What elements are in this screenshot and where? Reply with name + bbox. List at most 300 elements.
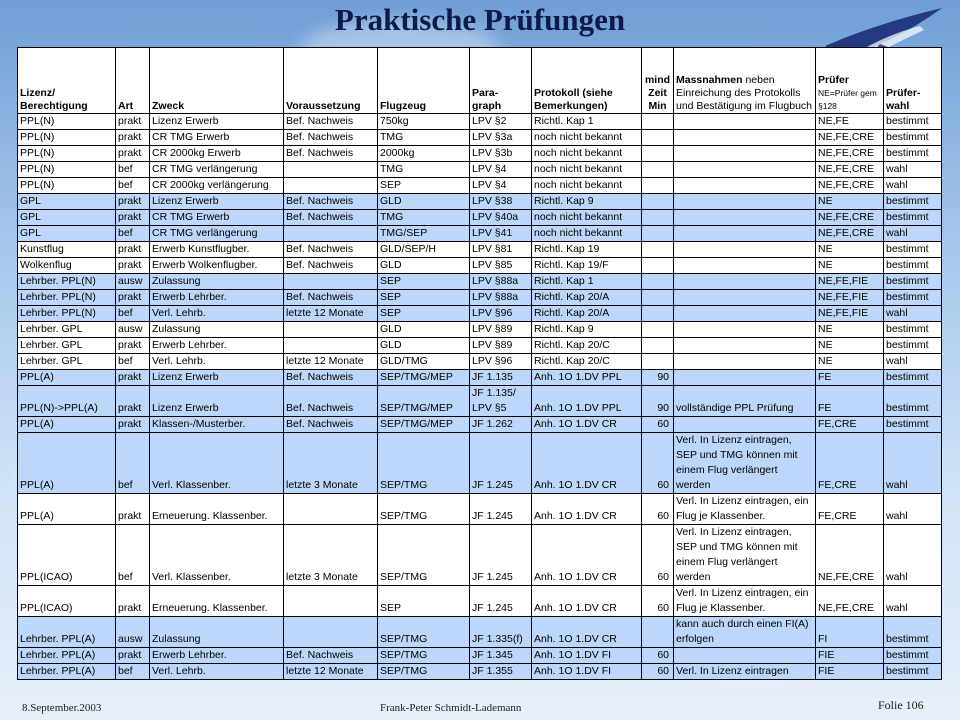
cell-vor xyxy=(284,178,378,194)
cell-art: prakt xyxy=(116,210,150,226)
cell-vor xyxy=(284,274,378,290)
table-row xyxy=(18,210,942,226)
cell-art: prakt xyxy=(116,194,150,210)
table-row xyxy=(18,130,942,146)
table-header-row xyxy=(18,48,942,114)
cell-par: LPV §3b xyxy=(470,146,532,162)
cell-prot: Anh. 1O 1.DV CR xyxy=(532,586,642,617)
cell-art: ausw xyxy=(116,617,150,648)
cell-par: LPV §96 xyxy=(470,354,532,370)
footer-author: Frank-Peter Schmidt-Lademann xyxy=(380,702,522,714)
cell-prot: noch nicht bekannt xyxy=(532,178,642,194)
cell-min xyxy=(642,354,674,370)
cell-wahl: wahl xyxy=(884,586,942,617)
cell-pruefer: NE,FE xyxy=(816,114,884,130)
cell-mass xyxy=(674,417,816,433)
header-protokoll: Protokoll (siehe Bemerkungen) xyxy=(532,48,642,114)
header-paragraph: Para- graph xyxy=(470,48,532,114)
cell-mass xyxy=(674,354,816,370)
cell-vor xyxy=(284,322,378,338)
cell-prot: noch nicht bekannt xyxy=(532,226,642,242)
cell-zweck: Verl. Lehrb. xyxy=(150,306,284,322)
cell-art: prakt xyxy=(116,258,150,274)
cell-art: bef xyxy=(116,354,150,370)
cell-prot: Anh. 1O 1.DV CR xyxy=(532,417,642,433)
cell-mass: Verl. In Lizenz eintragen, ein Flug je Klassenber. xyxy=(674,586,816,617)
cell-flz: TMG xyxy=(378,162,470,178)
cell-pruefer: FE xyxy=(816,370,884,386)
cell-pruefer: NE,FE,CRE xyxy=(816,210,884,226)
cell-mass xyxy=(674,258,816,274)
cell-min: 60 xyxy=(642,433,674,494)
cell-art: prakt xyxy=(116,648,150,664)
cell-vor xyxy=(284,338,378,354)
cell-wahl: wahl xyxy=(884,178,942,194)
table-row xyxy=(18,417,942,433)
cell-vor xyxy=(284,494,378,525)
cell-mass xyxy=(674,322,816,338)
cell-pruefer: NE,FE,CRE xyxy=(816,162,884,178)
cell-flz: TMG xyxy=(378,210,470,226)
cell-vor: Bef. Nachweis xyxy=(284,417,378,433)
table-row xyxy=(18,354,942,370)
cell-par: LPV §88a xyxy=(470,290,532,306)
header-massnahmen xyxy=(674,48,816,114)
cell-art: ausw xyxy=(116,322,150,338)
cell-par: LPV §40a xyxy=(470,210,532,226)
cell-flz: 750kg xyxy=(378,114,470,130)
table-row xyxy=(18,322,942,338)
cell-min xyxy=(642,258,674,274)
cell-flz: SEP/TMG xyxy=(378,664,470,680)
cell-wahl: bestimmt xyxy=(884,338,942,354)
cell-min xyxy=(642,162,674,178)
cell-zweck: Lizenz Erwerb xyxy=(150,194,284,210)
cell-flz: SEP xyxy=(378,178,470,194)
cell-zweck: CR TMG verlängerung xyxy=(150,162,284,178)
table-row xyxy=(18,338,942,354)
cell-wahl: bestimmt xyxy=(884,322,942,338)
cell-lizenz: PPL(A) xyxy=(18,494,116,525)
cell-lizenz: Lehrber. PPL(A) xyxy=(18,648,116,664)
exam-table xyxy=(17,47,942,680)
cell-art: prakt xyxy=(116,130,150,146)
cell-prot: Anh. 1O 1.DV CR xyxy=(532,494,642,525)
cell-prot: Richtl. Kap 20/A xyxy=(532,290,642,306)
cell-art: bef xyxy=(116,162,150,178)
cell-vor xyxy=(284,586,378,617)
exam-table-wrapper xyxy=(17,47,941,680)
cell-pruefer: NE,FE,FIE xyxy=(816,306,884,322)
cell-prot: Anh. 1O 1.DV PPL xyxy=(532,370,642,386)
cell-pruefer: NE,FE,CRE xyxy=(816,146,884,162)
cell-lizenz: Lehrber. GPL xyxy=(18,322,116,338)
table-row xyxy=(18,178,942,194)
cell-min xyxy=(642,338,674,354)
cell-wahl: bestimmt xyxy=(884,664,942,680)
cell-min: 60 xyxy=(642,494,674,525)
cell-lizenz: Kunstflug xyxy=(18,242,116,258)
cell-pruefer: NE,FE,CRE xyxy=(816,586,884,617)
cell-min: 60 xyxy=(642,664,674,680)
cell-flz: SEP xyxy=(378,586,470,617)
header-prueferwahl: Prüfer- wahl xyxy=(884,48,942,114)
cell-vor: Bef. Nachweis xyxy=(284,114,378,130)
cell-flz: SEP/TMG/MEP xyxy=(378,370,470,386)
cell-pruefer: NE,FE,FIE xyxy=(816,274,884,290)
cell-vor xyxy=(284,617,378,648)
cell-flz: SEP/TMG xyxy=(378,494,470,525)
header-lizenz: Lizenz/ Berechtigung xyxy=(18,48,116,114)
cell-vor: Bef. Nachweis xyxy=(284,648,378,664)
cell-prot: noch nicht bekannt xyxy=(532,146,642,162)
cell-flz: GLD xyxy=(378,338,470,354)
table-row xyxy=(18,306,942,322)
footer-date: 8.September.2003 xyxy=(22,702,102,714)
cell-vor xyxy=(284,162,378,178)
table-row xyxy=(18,146,942,162)
cell-pruefer: FE,CRE xyxy=(816,433,884,494)
cell-flz: SEP/TMG xyxy=(378,433,470,494)
cell-prot: Anh. 1O 1.DV PPL xyxy=(532,386,642,417)
cell-mass xyxy=(674,370,816,386)
cell-par: JF 1.245 xyxy=(470,494,532,525)
cell-vor: Bef. Nachweis xyxy=(284,386,378,417)
cell-prot: Anh. 1O 1.DV FI xyxy=(532,648,642,664)
header-voraussetzung: Voraussetzung xyxy=(284,48,378,114)
cell-flz: SEP/TMG xyxy=(378,525,470,586)
cell-wahl: wahl xyxy=(884,525,942,586)
cell-art: prakt xyxy=(116,242,150,258)
cell-vor: Bef. Nachweis xyxy=(284,258,378,274)
cell-lizenz: PPL(N) xyxy=(18,162,116,178)
table-row xyxy=(18,290,942,306)
cell-wahl: wahl xyxy=(884,306,942,322)
cell-flz: SEP xyxy=(378,274,470,290)
cell-art: prakt xyxy=(116,338,150,354)
cell-lizenz: PPL(N) xyxy=(18,114,116,130)
cell-lizenz: PPL(A) xyxy=(18,417,116,433)
cell-mass: kann auch durch einen FI(A) erfolgen xyxy=(674,617,816,648)
cell-min xyxy=(642,178,674,194)
cell-vor: Bef. Nachweis xyxy=(284,242,378,258)
cell-pruefer: NE,FE,CRE xyxy=(816,130,884,146)
cell-pruefer: FE,CRE xyxy=(816,417,884,433)
cell-wahl: bestimmt xyxy=(884,290,942,306)
cell-par: LPV §4 xyxy=(470,178,532,194)
cell-min: 90 xyxy=(642,386,674,417)
cell-par: LPV §3a xyxy=(470,130,532,146)
header-art: Art xyxy=(116,48,150,114)
cell-prot: noch nicht bekannt xyxy=(532,130,642,146)
cell-par: LPV §4 xyxy=(470,162,532,178)
table-row xyxy=(18,525,942,586)
cell-lizenz: Lehrber. PPL(A) xyxy=(18,664,116,680)
header-mindzeit: mind Zeit Min xyxy=(642,48,674,114)
header-flugzeug: Flugzeug xyxy=(378,48,470,114)
cell-min: 60 xyxy=(642,417,674,433)
cell-flz: GLD xyxy=(378,322,470,338)
cell-mass: vollständige PPL Prüfung xyxy=(674,386,816,417)
cell-min xyxy=(642,194,674,210)
cell-flz: TMG xyxy=(378,130,470,146)
cell-pruefer: NE xyxy=(816,258,884,274)
cell-pruefer: NE,FE,CRE xyxy=(816,178,884,194)
cell-mass xyxy=(674,114,816,130)
cell-par: JF 1.262 xyxy=(470,417,532,433)
cell-mass xyxy=(674,130,816,146)
cell-prot: Richtl. Kap 19 xyxy=(532,242,642,258)
header-pruefer-label: Prüfer xyxy=(818,74,849,86)
cell-lizenz: Lehrber. GPL xyxy=(18,354,116,370)
cell-par: JF 1.245 xyxy=(470,433,532,494)
cell-pruefer: FE,CRE xyxy=(816,494,884,525)
cell-wahl: bestimmt xyxy=(884,130,942,146)
cell-vor xyxy=(284,226,378,242)
cell-prot: Richtl. Kap 20/C xyxy=(532,338,642,354)
cell-par: LPV §96 xyxy=(470,306,532,322)
cell-mass xyxy=(674,338,816,354)
cell-prot: Richtl. Kap 20/C xyxy=(532,354,642,370)
cell-min xyxy=(642,226,674,242)
cell-prot: noch nicht bekannt xyxy=(532,210,642,226)
cell-art: prakt xyxy=(116,146,150,162)
cell-zweck: Erwerb Wolkenflugber. xyxy=(150,258,284,274)
cell-lizenz: PPL(N)->PPL(A) xyxy=(18,386,116,417)
cell-vor: letzte 12 Monate xyxy=(284,354,378,370)
cell-wahl: bestimmt xyxy=(884,194,942,210)
cell-lizenz: Lehrber. PPL(N) xyxy=(18,274,116,290)
cell-mass xyxy=(674,306,816,322)
cell-art: prakt xyxy=(116,386,150,417)
header-massnahmen-bold: Massnahmen xyxy=(676,74,743,86)
cell-min: 90 xyxy=(642,370,674,386)
cell-par: JF 1.355 xyxy=(470,664,532,680)
cell-vor: letzte 3 Monate xyxy=(284,525,378,586)
table-row xyxy=(18,664,942,680)
table-row xyxy=(18,274,942,290)
cell-wahl: bestimmt xyxy=(884,648,942,664)
cell-min: 60 xyxy=(642,648,674,664)
cell-pruefer: NE,FE,FIE xyxy=(816,290,884,306)
cell-zweck: Erneuerung. Klassenber. xyxy=(150,586,284,617)
cell-par: LPV §89 xyxy=(470,322,532,338)
cell-zweck: CR 2000kg verlängerung xyxy=(150,178,284,194)
cell-lizenz: Lehrber. PPL(N) xyxy=(18,306,116,322)
cell-min xyxy=(642,146,674,162)
cell-wahl: bestimmt xyxy=(884,417,942,433)
cell-flz: SEP/TMG/MEP xyxy=(378,386,470,417)
cell-mass xyxy=(674,162,816,178)
cell-wahl: bestimmt xyxy=(884,114,942,130)
cell-vor: letzte 12 Monate xyxy=(284,664,378,680)
cell-wahl: bestimmt xyxy=(884,386,942,417)
table-row xyxy=(18,370,942,386)
cell-wahl: bestimmt xyxy=(884,274,942,290)
cell-par: LPV §38 xyxy=(470,194,532,210)
cell-mass xyxy=(674,274,816,290)
table-row xyxy=(18,617,942,648)
cell-zweck: Erwerb Kunstflugber. xyxy=(150,242,284,258)
header-pruefer xyxy=(816,48,884,114)
cell-par: LPV §41 xyxy=(470,226,532,242)
cell-wahl: wahl xyxy=(884,433,942,494)
cell-lizenz: Lehrber. GPL xyxy=(18,338,116,354)
cell-min xyxy=(642,274,674,290)
table-row xyxy=(18,494,942,525)
cell-prot: Richtl. Kap 19/F xyxy=(532,258,642,274)
cell-art: bef xyxy=(116,178,150,194)
cell-prot: Anh. 1O 1.DV CR xyxy=(532,433,642,494)
cell-prot: Richtl. Kap 9 xyxy=(532,194,642,210)
table-row xyxy=(18,433,942,494)
cell-zweck: Klassen-/Musterber. xyxy=(150,417,284,433)
cell-mass xyxy=(674,290,816,306)
cell-vor: letzte 3 Monate xyxy=(284,433,378,494)
cell-vor: Bef. Nachweis xyxy=(284,130,378,146)
cell-zweck: Zulassung xyxy=(150,322,284,338)
cell-flz: SEP/TMG/MEP xyxy=(378,417,470,433)
cell-art: bef xyxy=(116,433,150,494)
cell-min xyxy=(642,290,674,306)
cell-pruefer: NE xyxy=(816,354,884,370)
cell-mass xyxy=(674,242,816,258)
cell-min: 60 xyxy=(642,525,674,586)
cell-lizenz: PPL(A) xyxy=(18,370,116,386)
table-row xyxy=(18,162,942,178)
cell-mass xyxy=(674,146,816,162)
cell-prot: Richtl. Kap 1 xyxy=(532,274,642,290)
page-title: Praktische Prüfungen xyxy=(334,2,626,37)
cell-min xyxy=(642,114,674,130)
cell-zweck: CR 2000kg Erwerb xyxy=(150,146,284,162)
cell-min xyxy=(642,242,674,258)
cell-mass xyxy=(674,226,816,242)
cell-lizenz: PPL(N) xyxy=(18,178,116,194)
cell-vor: Bef. Nachweis xyxy=(284,210,378,226)
cell-flz: SEP xyxy=(378,290,470,306)
cell-lizenz: GPL xyxy=(18,226,116,242)
cell-wahl: bestimmt xyxy=(884,210,942,226)
cell-lizenz: GPL xyxy=(18,210,116,226)
cell-pruefer: NE xyxy=(816,194,884,210)
cell-par: LPV §89 xyxy=(470,338,532,354)
cell-pruefer: NE xyxy=(816,242,884,258)
cell-prot: Richtl. Kap 1 xyxy=(532,114,642,130)
table-row xyxy=(18,586,942,617)
cell-lizenz: Lehrber. PPL(A) xyxy=(18,617,116,648)
cell-zweck: Verl. Klassenber. xyxy=(150,525,284,586)
cell-flz: GLD/SEP/H xyxy=(378,242,470,258)
cell-par: JF 1.345 xyxy=(470,648,532,664)
cell-min xyxy=(642,210,674,226)
cell-art: bef xyxy=(116,306,150,322)
cell-prot: Richtl. Kap 20/A xyxy=(532,306,642,322)
cell-min xyxy=(642,130,674,146)
cell-zweck: Lizenz Erwerb xyxy=(150,114,284,130)
cell-wahl: wahl xyxy=(884,162,942,178)
cell-prot: Richtl. Kap 9 xyxy=(532,322,642,338)
cell-prot: Anh. 1O 1.DV CR xyxy=(532,617,642,648)
cell-lizenz: PPL(N) xyxy=(18,130,116,146)
header-massnahmen-rest: neben Einreichung des Protokolls und Bestätigung im Flugbuch xyxy=(676,74,813,112)
cell-art: bef xyxy=(116,525,150,586)
cell-par: JF 1.245 xyxy=(470,525,532,586)
cell-lizenz: Wolkenflug xyxy=(18,258,116,274)
cell-art: prakt xyxy=(116,494,150,525)
cell-art: prakt xyxy=(116,586,150,617)
cell-zweck: CR TMG Erwerb xyxy=(150,210,284,226)
cell-wahl: bestimmt xyxy=(884,258,942,274)
cell-vor: Bef. Nachweis xyxy=(284,146,378,162)
cell-prot: noch nicht bekannt xyxy=(532,162,642,178)
cell-lizenz: PPL(ICAO) xyxy=(18,586,116,617)
cell-vor: letzte 12 Monate xyxy=(284,306,378,322)
cell-mass: Verl. In Lizenz eintragen, SEP und TMG können mit einem Flug verlängert werden xyxy=(674,525,816,586)
cell-par: LPV §85 xyxy=(470,258,532,274)
cell-zweck: Erwerb Lehrber. xyxy=(150,648,284,664)
cell-flz: TMG/SEP xyxy=(378,226,470,242)
cell-vor: Bef. Nachweis xyxy=(284,194,378,210)
table-row xyxy=(18,114,942,130)
cell-flz: SEP/TMG xyxy=(378,617,470,648)
cell-flz: SEP/TMG xyxy=(378,648,470,664)
cell-wahl: bestimmt xyxy=(884,617,942,648)
header-pruefer-note: NE=Prüfer gem §128 xyxy=(818,88,877,111)
cell-wahl: wahl xyxy=(884,494,942,525)
cell-mass: Verl. In Lizenz eintragen, SEP und TMG können mit einem Flug verlängert werden xyxy=(674,433,816,494)
cell-pruefer: NE,FE,CRE xyxy=(816,525,884,586)
cell-wahl: bestimmt xyxy=(884,242,942,258)
cell-wahl: bestimmt xyxy=(884,146,942,162)
cell-zweck: Verl. Klassenber. xyxy=(150,433,284,494)
cell-mass: Verl. In Lizenz eintragen, ein Flug je Klassenber. xyxy=(674,494,816,525)
cell-flz: GLD xyxy=(378,194,470,210)
cell-wahl: wahl xyxy=(884,226,942,242)
cell-zweck: Erwerb Lehrber. xyxy=(150,338,284,354)
cell-par: JF 1.135 xyxy=(470,370,532,386)
cell-zweck: Erneuerung. Klassenber. xyxy=(150,494,284,525)
cell-zweck: Zulassung xyxy=(150,617,284,648)
header-zweck: Zweck xyxy=(150,48,284,114)
cell-lizenz: PPL(A) xyxy=(18,433,116,494)
cell-mass xyxy=(674,648,816,664)
cell-prot: Anh. 1O 1.DV CR xyxy=(532,525,642,586)
cell-pruefer: NE,FE,CRE xyxy=(816,226,884,242)
cell-par: LPV §81 xyxy=(470,242,532,258)
cell-pruefer: FE xyxy=(816,386,884,417)
cell-zweck: Erwerb Lehrber. xyxy=(150,290,284,306)
table-row xyxy=(18,258,942,274)
cell-zweck: CR TMG Erwerb xyxy=(150,130,284,146)
cell-mass xyxy=(674,178,816,194)
cell-par: JF 1.135/ LPV §5 xyxy=(470,386,532,417)
cell-zweck: Zulassung xyxy=(150,274,284,290)
cell-lizenz: GPL xyxy=(18,194,116,210)
table-row xyxy=(18,194,942,210)
cell-lizenz: Lehrber. PPL(N) xyxy=(18,290,116,306)
cell-art: ausw xyxy=(116,274,150,290)
cell-pruefer: FIE xyxy=(816,648,884,664)
cell-flz: SEP xyxy=(378,306,470,322)
table-row xyxy=(18,386,942,417)
cell-min xyxy=(642,617,674,648)
cell-zweck: CR TMG verlängerung xyxy=(150,226,284,242)
cell-art: prakt xyxy=(116,417,150,433)
cell-art: bef xyxy=(116,226,150,242)
cell-lizenz: PPL(ICAO) xyxy=(18,525,116,586)
cell-mass xyxy=(674,210,816,226)
